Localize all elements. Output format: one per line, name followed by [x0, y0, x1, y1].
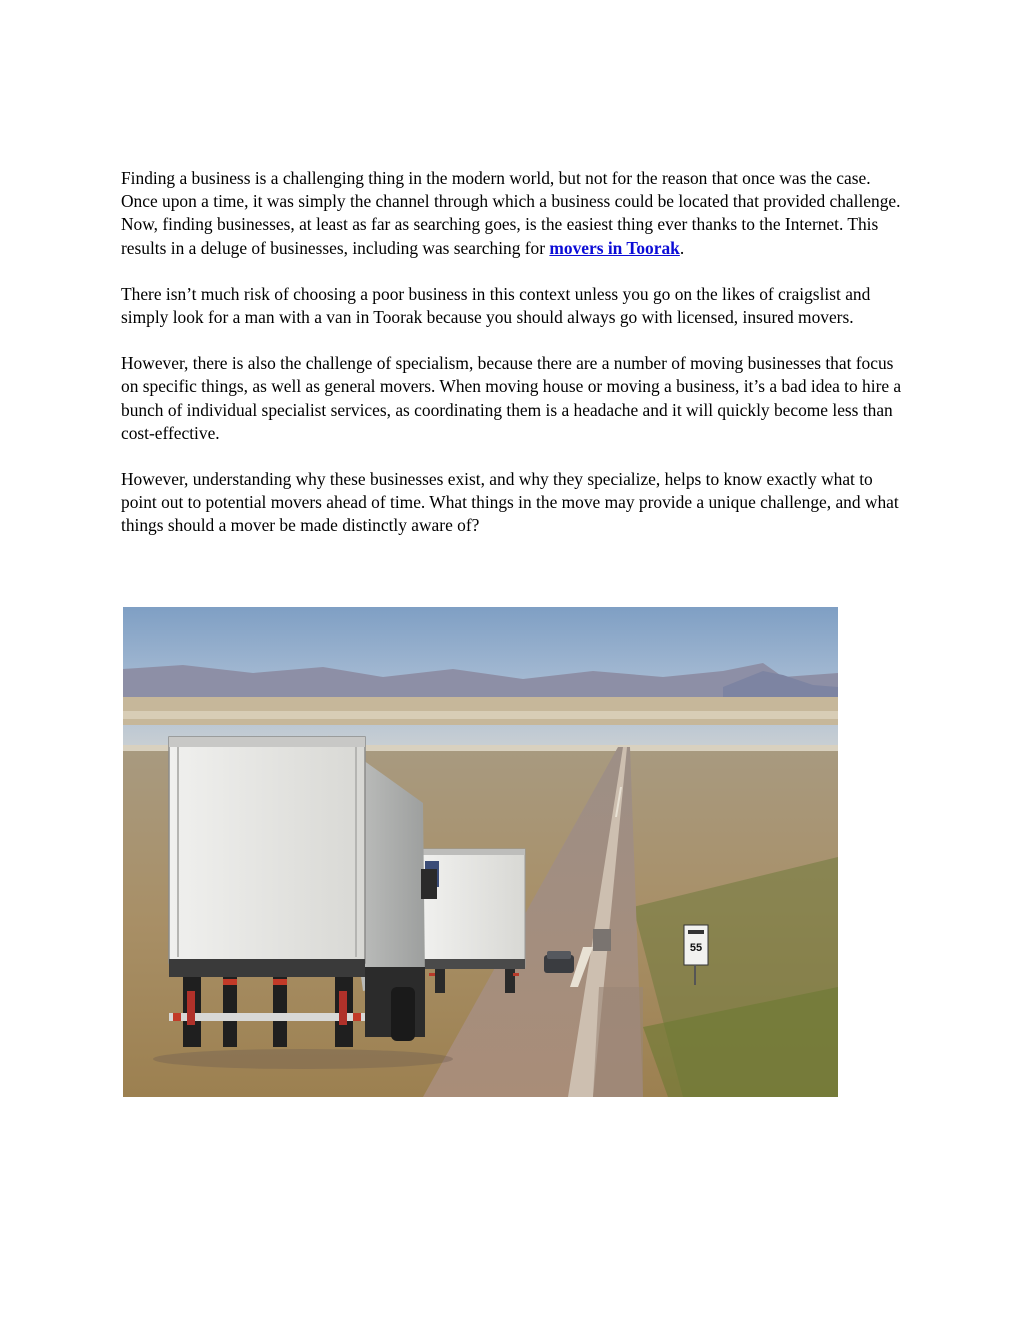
- paragraph-4: However, understanding why these businesses exist, and why they specialize, helps to know exactly what to point out to potential movers ahead of time. What things in the move may provide a unique challenge, and what things should a mover be made distinctly aware of?: [121, 469, 899, 536]
- paragraph-3: However, there is also the challenge of specialism, because there are a number of moving businesses that focus on specific things, as well as general movers. When moving house or moving a business, it’s a bad idea to hire a bunch of individual specialist services, as coordinating them is a headache and it will quickly become less than cost-effective.: [121, 353, 902, 443]
- paragraph-1-end: .: [679, 237, 685, 258]
- movers-in-toorak-link[interactable]: movers in Toorak: [549, 237, 680, 258]
- highway-trucks-illustration: [123, 607, 838, 1097]
- article-body: [121, 167, 911, 561]
- highway-trucks-photo: [123, 607, 838, 1097]
- paragraph-1-text: Finding a business is a challenging thing in the modern world, but not for the reason that once was the case. Once upon a time, it was simply the channel through which a business could be located that provided challenge. Now, finding businesses, at least as far as searching goes, is the easiest thing ever thanks to the Internet. This results in a deluge of businesses, including was searching for: [121, 168, 901, 258]
- distant-truck: [593, 929, 611, 951]
- speed-limit-value: 55: [689, 942, 703, 954]
- paragraph-2: There isn’t much risk of choosing a poor business in this context unless you go on the likes of craigslist and simply look for a man with a van in Toorak because you should always go with licensed, insured movers.: [121, 283, 871, 328]
- paragraph-1: [121, 167, 911, 260]
